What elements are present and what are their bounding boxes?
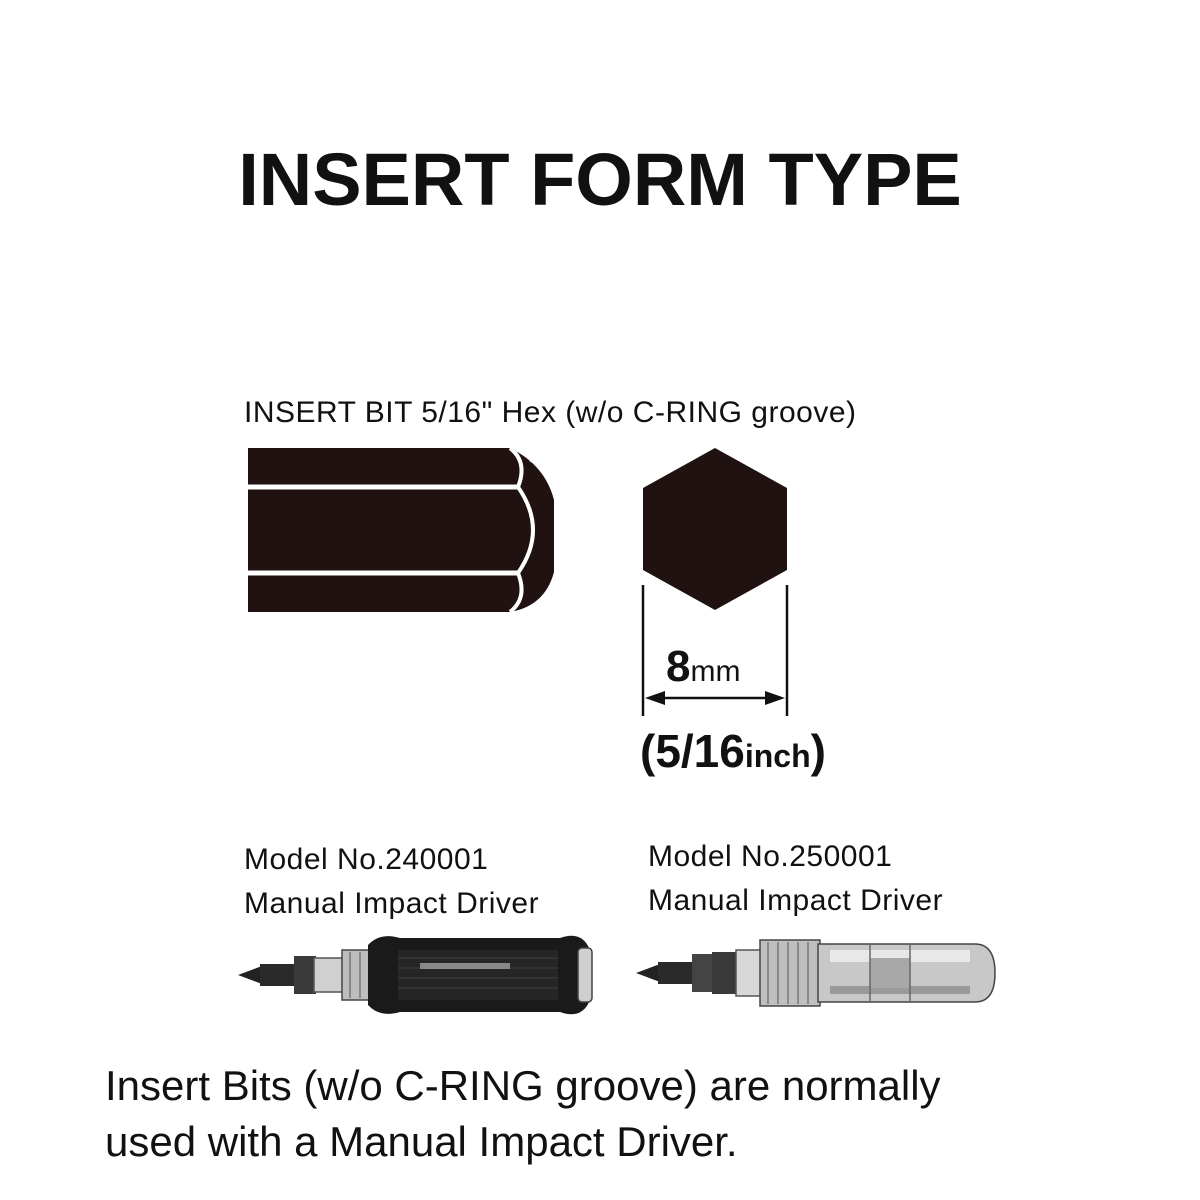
insert-bit-label: INSERT BIT 5/16" Hex (w/o C-RING groove) xyxy=(244,396,857,429)
imperial-close: ) xyxy=(810,725,826,777)
model-number: Model No.240001 xyxy=(244,843,489,876)
caption-text xyxy=(105,1058,1165,1170)
page-title: INSERT FORM TYPE xyxy=(238,138,962,221)
caption-line-2: used with a Manual Impact Driver. xyxy=(105,1118,738,1165)
model-label-240001 xyxy=(244,838,539,926)
model-number: Model No.250001 xyxy=(648,840,893,873)
metric-unit: mm xyxy=(690,655,741,688)
imperial-open: (5/16 xyxy=(640,725,745,777)
model-label-250001 xyxy=(648,835,943,923)
metric-dimension-label xyxy=(666,642,741,691)
imperial-dimension-label xyxy=(640,725,826,777)
imperial-unit: inch xyxy=(744,738,811,774)
black-grip-impact-driver-icon xyxy=(238,936,592,1015)
model-name: Manual Impact Driver xyxy=(648,884,944,917)
hexagon-end-view-icon xyxy=(643,448,787,610)
model-name: Manual Impact Driver xyxy=(244,887,540,920)
caption-line-1: Insert Bits (w/o C-RING groove) are normally xyxy=(105,1062,941,1109)
chrome-impact-driver-icon xyxy=(636,940,995,1006)
metric-value: 8 xyxy=(666,642,691,691)
hex-bit-side-view-icon xyxy=(248,448,556,612)
